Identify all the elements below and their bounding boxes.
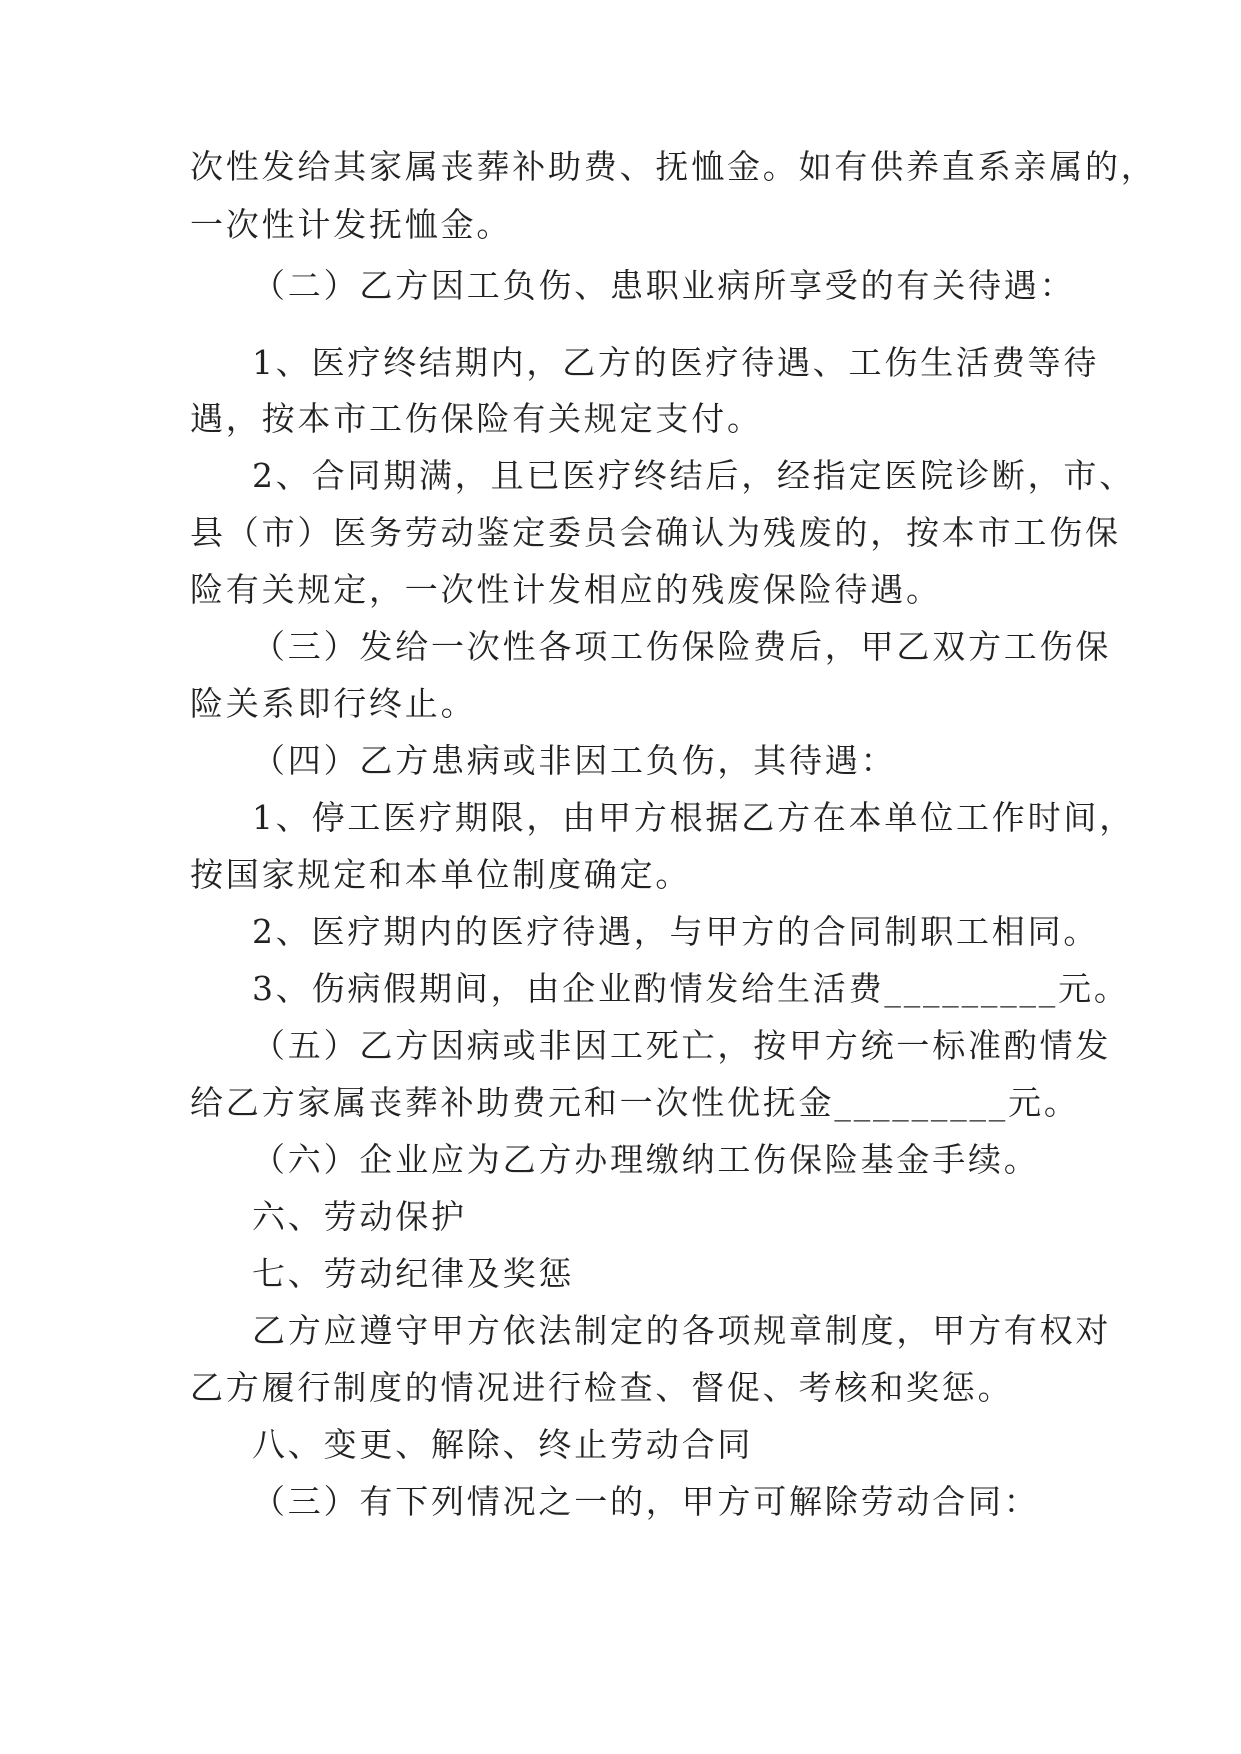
text-line: 1、医疗终结期内，乙方的医疗待遇、工伤生活费等待 — [252, 343, 1100, 382]
text-line: 险有关规定，一次性计发相应的残废保险待遇。 — [190, 570, 942, 609]
text-line: （三）发给一次性各项工伤保险费后，甲乙双方工伤保 — [252, 627, 1112, 666]
text-line: 2、合同期满，且已医疗终结后，经指定医院诊断，市、 — [252, 456, 1135, 495]
text-line: 3、伤病假期间，由企业酌情发给生活费_________元。 — [252, 969, 1130, 1008]
text-line: 县（市）医务劳动鉴定委员会确认为残废的，按本市工伤保 — [190, 513, 1121, 552]
text-line: 遇，按本市工伤保险有关规定支付。 — [190, 399, 763, 438]
text-line: （六）企业应为乙方办理缴纳工伤保险基金手续。 — [252, 1140, 1040, 1179]
text-line: 乙方履行制度的情况进行检查、督促、考核和奖惩。 — [190, 1368, 1014, 1407]
text-line: 次性发给其家属丧葬补助费、抚恤金。如有供养直系亲属的， — [190, 147, 1157, 186]
text-line: 八、变更、解除、终止劳动合同 — [252, 1425, 754, 1464]
text-line: 七、劳动纪律及奖惩 — [252, 1254, 575, 1293]
text-line: 1、停工医疗期限，由甲方根据乙方在本单位工作时间， — [252, 798, 1135, 837]
text-line: 险关系即行终止。 — [190, 684, 477, 723]
text-line: 按国家规定和本单位制度确定。 — [190, 855, 692, 894]
text-line: （五）乙方因病或非因工死亡，按甲方统一标准酌情发 — [252, 1026, 1112, 1065]
text-line: （四）乙方患病或非因工负伤，其待遇： — [252, 741, 897, 780]
text-line: （三）有下列情况之一的，甲方可解除劳动合同： — [252, 1482, 1040, 1521]
text-line: 一次性计发抚恤金。 — [190, 205, 513, 244]
text-line: 乙方应遵守甲方依法制定的各项规章制度，甲方有权对 — [252, 1311, 1112, 1350]
text-line: 2、医疗期内的医疗待遇，与甲方的合同制职工相同。 — [252, 912, 1100, 951]
text-line: 给乙方家属丧葬补助费元和一次性优抚金_________元。 — [190, 1083, 1080, 1122]
text-line: 六、劳动保护 — [252, 1197, 467, 1236]
text-line: （二）乙方因工负伤、患职业病所享受的有关待遇： — [252, 266, 1076, 305]
